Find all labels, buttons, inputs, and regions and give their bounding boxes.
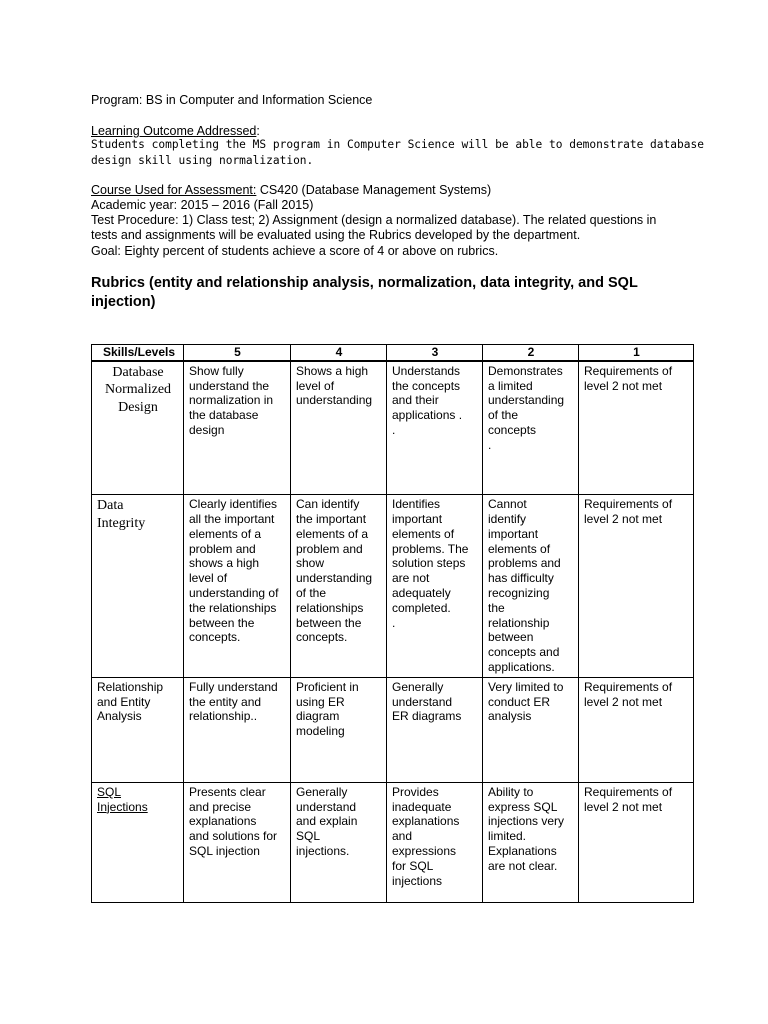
academic-year: Academic year: 2015 – 2016 (Fall 2015) <box>91 198 314 212</box>
test-procedure-line2: tests and assignments will be evaluated using the Rubrics developed by the department. <box>91 228 581 242</box>
table-row <box>92 782 694 902</box>
course-value: CS420 (Database Management Systems) <box>256 183 492 197</box>
table-cell: Requirements of level 2 not met <box>579 495 694 678</box>
table-cell: Cannot identify important elements of problems and has difficulty recognizing the relationship between concepts and applications. <box>483 495 579 678</box>
header-level-2: 2 <box>483 345 579 361</box>
header-skills-levels: Skills/Levels <box>92 345 184 361</box>
table-row <box>92 495 694 678</box>
learning-outcome-colon: : <box>256 124 260 138</box>
table-cell: Generally understand and explain SQL injections. <box>291 782 387 902</box>
goal-line: Goal: Eighty percent of students achieve a score of 4 or above on rubrics. <box>91 244 499 258</box>
table-cell: Understands the concepts and their applications . . <box>387 361 483 495</box>
table-cell: Fully understand the entity and relationship.. <box>184 677 291 782</box>
table-cell: Can identify the important elements of a problem and show understanding of the relationships between the concepts. <box>291 495 387 678</box>
table-cell: Show fully understand the normalization in the database design <box>184 361 291 495</box>
skill-data-integrity: Data Integrity <box>92 495 184 678</box>
table-cell: Shows a high level of understanding <box>291 361 387 495</box>
header-level-3: 3 <box>387 345 483 361</box>
skill-sql-injections: SQL Injections <box>92 782 184 902</box>
skill-database-normalized-design: Database Normalized Design <box>92 361 184 495</box>
test-procedure-line1: Test Procedure: 1) Class test; 2) Assignment (design a normalized database). The related questions in <box>91 213 657 227</box>
rubric-table <box>91 344 694 903</box>
table-cell: Requirements of level 2 not met <box>579 677 694 782</box>
table-cell: Requirements of level 2 not met <box>579 361 694 495</box>
table-cell: Demonstrates a limited understanding of the concepts . <box>483 361 579 495</box>
course-line <box>91 183 491 199</box>
program-line: Program: BS in Computer and Information Science <box>91 93 373 107</box>
rubric-title: Rubrics (entity and relationship analysis, normalization, data integrity, and SQL injection) <box>91 275 638 310</box>
course-label: Course Used for Assessment: <box>91 183 257 197</box>
table-header-row <box>92 345 694 361</box>
table-cell: Requirements of level 2 not met <box>579 782 694 902</box>
table-cell: Ability to express SQL injections very limited. Explanations are not clear. <box>483 782 579 902</box>
header-level-1: 1 <box>579 345 694 361</box>
table-cell: Presents clear and precise explanations and solutions for SQL injection <box>184 782 291 902</box>
table-cell: Clearly identifies all the important elements of a problem and shows a high level of understanding of the relationships between the concepts. <box>184 495 291 678</box>
header-level-5: 5 <box>184 345 291 361</box>
learning-outcome-text-line2: design skill using normalization. <box>91 154 314 167</box>
learning-outcome-text-line1: Students completing the MS program in Computer Science will be able to demonstrate database <box>91 138 704 151</box>
table-cell: Generally understand ER diagrams <box>387 677 483 782</box>
skill-relationship-entity-analysis: Relationship and Entity Analysis <box>92 677 184 782</box>
table-cell: Identifies important elements of problems. The solution steps are not adequately completed. . <box>387 495 483 678</box>
learning-outcome-label: Learning Outcome Addressed <box>91 124 257 138</box>
table-cell: Provides inadequate explanations and expressions for SQL injections <box>387 782 483 902</box>
table-cell: Proficient in using ER diagram modeling <box>291 677 387 782</box>
table-cell: Very limited to conduct ER analysis <box>483 677 579 782</box>
header-level-4: 4 <box>291 345 387 361</box>
table-row <box>92 677 694 782</box>
table-row <box>92 361 694 495</box>
